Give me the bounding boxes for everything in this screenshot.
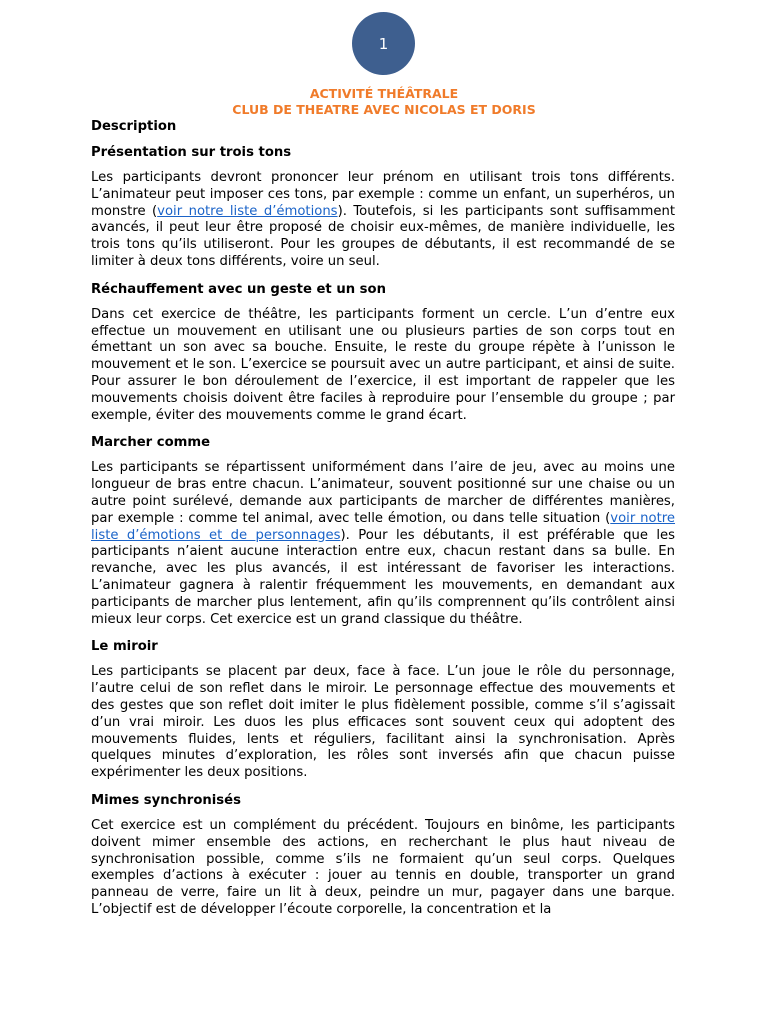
section-heading-mimes: Mimes synchronisés xyxy=(91,792,241,808)
text-part: ). Pour les débutants, il est préférable que les participants n’aient aucune interaction entre eux, chacun restant dans sa bulle. En revanche, avec les plus avancés, il est intéressant de favoriser les interactions. L’animateur gagnera à ralentir fréquemment les mouvements, en demandant aux participants de marcher plus lentement, afin qu’ils comprennent qu’ils contrôlent ainsi mieux leur corps. Cet exercice est un grand classique du théâtre. xyxy=(91,527,675,627)
title-line-1: ACTIVITÉ THÉÂTRALE xyxy=(309,86,459,101)
text-part: Les participants se répartissent uniformément dans l’aire de jeu, avec au moins une longueur de bras entre chacun. L’animateur, souvent positionné sur une chaise ou un autre point surélevé, demande aux participants de marcher de différentes manières, par exemple : comme tel animal, avec telle émotion, ou dans telle situation ( xyxy=(91,460,675,526)
section-text-mimes: Cet exercice est un complément du précédent. Toujours en binôme, les participants doivent mimer ensemble des actions, en recherchant le plus haut niveau de synchronisation possible, comme s’ils ne formaient qu’un seul corps. Quelques exemples d’actions à exécuter : jouer au tennis en double, transporter un grand panneau de verre, faire un lit à deux, peindre un mur, pagayer dans une barque. L’objectif est de développer l’écoute corporelle, la concentration et la xyxy=(91,817,675,917)
text-part: ). Toutefois, si les participants sont suffisamment avancés, il peut leur être proposé de choisir eux-mêmes, de manière individuelle, les trois tons qu’ils utiliseront. Pour les groupes de débutants, il est recommandé de se limiter à deux tons différents, voire un seul. xyxy=(91,203,675,269)
section-heading-trois-tons: Présentation sur trois tons xyxy=(91,145,292,160)
emotions-list-link[interactable]: voir notre liste d’émotions xyxy=(157,203,338,219)
document-body xyxy=(91,118,675,929)
section-text-marcher-comme xyxy=(91,460,675,628)
section-heading-marcher-comme: Marcher comme xyxy=(91,435,211,451)
text-part: Les participants devront prononcer leur prénom en utilisant trois tons différents. L’animateur peut imposer ces tons, par exemple : comme un enfant, un superhéros, un monstre ( xyxy=(91,170,675,219)
section-text-rechauffement: Dans cet exercice de théâtre, les participants forment un cercle. L’un d’entre eux effectue un mouvement en utilisant une ou plusieurs parties de son corps tout en émettant un son avec sa bouche. Ensuite, le reste du groupe répète à l’unisson le mouvement et le son. L’exercice se poursuit avec un autre participant, et ainsi de suite. Pour assurer le bon déroulement de l’exercice, il est important de rappeler que les mouvements choisis doivent être faciles à reproduire pour l’ensemble du groupe ; par exemple, éviter des mouvements comme le grand écart. xyxy=(91,306,675,423)
section-text-miroir: Les participants se placent par deux, face à face. L’un joue le rôle du personnage, l’autre celui de son reflet dans le miroir. Le personnage effectue des mouvements et des gestes que son reflet doit imiter le plus fidèlement possible, comme s’il s’agissait d’un vrai miroir. Les duos les plus efficaces sont souvent ceux qui adoptent des mouvements fluides, lents et réguliers, facilitant ainsi la synchronisation. Après quelques minutes d’exploration, les rôles sont inversés afin que chacun puisse expérimenter les deux positions. xyxy=(91,664,675,781)
section-heading-rechauffement: Réchauffement avec un geste et un son xyxy=(91,281,386,297)
description-heading: Description xyxy=(91,119,177,134)
section-heading-miroir: Le miroir xyxy=(91,639,158,655)
title-line-2: CLUB DE THEATRE AVEC NICOLAS ET DORIS xyxy=(232,102,536,117)
emotions-characters-list-link[interactable]: voir notre liste d’émotions et de personnages xyxy=(91,510,676,543)
page-number-badge xyxy=(352,12,415,75)
document-title xyxy=(0,86,768,118)
page-number: 1 xyxy=(378,34,389,53)
section-text-trois-tons xyxy=(91,170,675,271)
